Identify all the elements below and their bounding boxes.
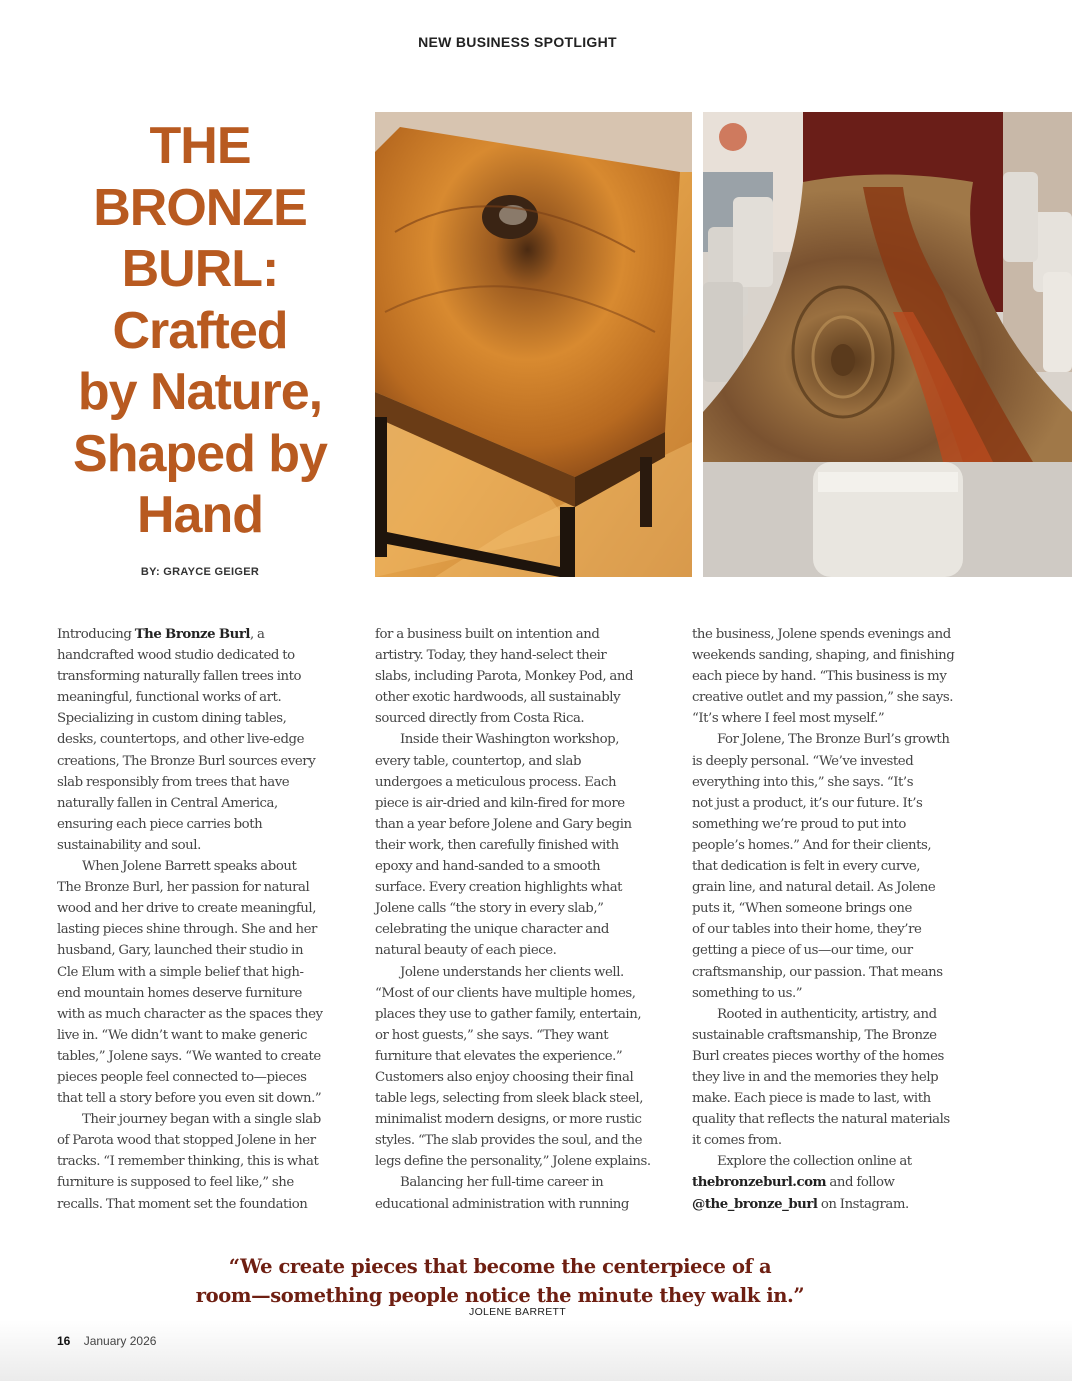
text-line: [375, 983, 675, 1004]
text-run: sustainability and soul.: [57, 837, 201, 853]
article-paragraph: [375, 1172, 675, 1214]
text-run: , a: [250, 627, 265, 642]
text-run: furniture is supposed to feel like,” she: [57, 1175, 294, 1191]
text-run: “It’s where I feel most myself.”: [692, 711, 885, 727]
text-run: with as much character as the spaces they: [57, 1006, 323, 1022]
pull-quote-line: room—something people notice the minute they walk in.”: [195, 1284, 805, 1307]
text-run: sustainable craftsmanship, The Bronze: [692, 1027, 937, 1043]
text-line: [57, 793, 357, 814]
text-run: For Jolene, The Bronze Burl’s growth: [717, 732, 950, 748]
text-run: of Parota wood that stopped Jolene in her: [57, 1133, 316, 1149]
text-run: than a year before Jolene and Gary begin: [375, 816, 632, 832]
text-run: people’s homes.” And for their clients,: [692, 837, 932, 853]
text-line: [692, 624, 992, 645]
page-footer: [57, 1334, 156, 1348]
text-line: [375, 1004, 675, 1025]
dining-table-image: [703, 112, 1072, 577]
text-run: or host guests,” she says. “They want: [375, 1027, 609, 1043]
article-paragraph: [692, 1151, 992, 1214]
instagram-handle[interactable]: @the_bronze_burl: [692, 1196, 818, 1212]
text-run: Cle Elum with a simple belief that high-: [57, 964, 304, 980]
text-line: [57, 729, 357, 750]
text-line: [57, 1088, 357, 1109]
text-run: each piece by hand. “This business is my: [692, 669, 947, 685]
text-run: legs define the personality,” Jolene explains.: [375, 1154, 651, 1170]
text-line: [57, 666, 357, 687]
text-line: [692, 1130, 992, 1151]
text-run: piece is air-dried and kiln-fired for more: [375, 795, 625, 811]
text-run: that tell a story before you even sit down.”: [57, 1091, 322, 1107]
text-line: [57, 687, 357, 708]
live-edge-table-image: [375, 112, 692, 577]
text-line: [692, 856, 992, 877]
text-run: their work, then carefully finished with: [375, 837, 619, 853]
text-run: epoxy and hand-sanded to a smooth: [375, 859, 601, 875]
text-line: [692, 1025, 992, 1046]
text-run: every table, countertop, and slab: [375, 753, 582, 769]
text-run: grain line, and natural detail. As Jolene: [692, 880, 936, 896]
text-line: [692, 1004, 992, 1025]
text-line: [375, 877, 675, 898]
text-line: [375, 666, 675, 687]
text-line: [692, 708, 992, 729]
headline-line: by Nature,: [77, 363, 323, 421]
text-run: it comes from.: [692, 1133, 782, 1149]
text-run: Rooted in authenticity, artistry, and: [717, 1006, 937, 1022]
text-line: [375, 1151, 675, 1172]
text-run: natural beauty of each piece.: [375, 943, 557, 959]
dining-table-epoxy-photo: [703, 112, 1072, 577]
text-run: The Bronze Burl, her passion for natural: [57, 880, 310, 896]
text-run: for a business built on intention and: [375, 627, 600, 642]
text-line: [692, 940, 992, 961]
text-run: wood and her drive to create meaningful,: [57, 901, 316, 917]
text-run: artistry. Today, they hand-select their: [375, 648, 607, 664]
page-number: 16: [57, 1334, 71, 1348]
text-line: [57, 751, 357, 772]
issue-date: January 2026: [83, 1334, 157, 1348]
text-line: [57, 772, 357, 793]
text-line: [692, 1046, 992, 1067]
text-run: pieces people feel connected to—pieces: [57, 1069, 307, 1085]
text-line: [375, 1046, 675, 1067]
article-paragraph: [375, 729, 675, 961]
text-line: [375, 1172, 675, 1193]
text-run: educational administration with running: [375, 1196, 629, 1212]
text-line: [375, 1067, 675, 1088]
text-run: sourced directly from Costa Rica.: [375, 711, 585, 727]
headline-line: BRONZE: [93, 178, 307, 237]
text-line: [57, 1172, 357, 1193]
text-line: [692, 1194, 992, 1215]
text-run: Inside their Washington workshop,: [400, 732, 619, 748]
text-line: [57, 898, 357, 919]
headline-line: Shaped by: [73, 424, 327, 483]
pull-quote-attribution: JOLENE BARRETT: [469, 1306, 566, 1318]
headline-line: BURL:: [121, 240, 279, 298]
text-run: weekends sanding, shaping, and finishing: [692, 648, 955, 664]
article-column-1: [57, 624, 357, 1215]
text-run: of our tables into their home, they’re: [692, 922, 922, 938]
section-label: NEW BUSINESS SPOTLIGHT: [418, 34, 617, 50]
headline-line: Hand: [137, 486, 263, 544]
text-line: [375, 1025, 675, 1046]
text-line: [375, 1109, 675, 1130]
text-line: [692, 1067, 992, 1088]
text-line: [57, 940, 357, 961]
text-line: [692, 1109, 992, 1130]
text-run: Explore the collection online at: [717, 1154, 912, 1170]
text-run: slabs, including Parota, Monkey Pod, and: [375, 669, 634, 685]
text-line: [57, 1046, 357, 1067]
text-line: [375, 687, 675, 708]
text-line: [692, 1088, 992, 1109]
article-paragraph: [692, 624, 992, 729]
text-line: [375, 751, 675, 772]
text-line: [57, 624, 357, 645]
text-run: lasting pieces shine through. She and her: [57, 922, 317, 938]
text-run: Specializing in custom dining tables,: [57, 711, 287, 727]
text-run: Their journey began with a single slab: [82, 1112, 321, 1128]
text-line: [375, 729, 675, 750]
text-run: surface. Every creation highlights what: [375, 880, 623, 896]
byline: BY: GRAYCE GEIGER: [140, 566, 260, 578]
text-run: make. Each piece is made to last, with: [692, 1091, 931, 1107]
text-run: transforming naturally fallen trees into: [57, 669, 302, 685]
article-paragraph: [57, 624, 357, 856]
text-line: [57, 708, 357, 729]
text-run: other exotic hardwoods, all sustainably: [375, 690, 621, 706]
article-paragraph: [57, 856, 357, 1109]
text-run: Jolene understands her clients well.: [400, 964, 624, 980]
text-line: [692, 1151, 992, 1172]
text-run: is deeply personal. “We’ve invested: [692, 753, 914, 769]
text-run: Jolene calls “the story in every slab,”: [375, 901, 604, 917]
text-line: [57, 856, 357, 877]
text-line: [692, 877, 992, 898]
text-run: table legs, selecting from sleek black steel,: [375, 1091, 643, 1107]
text-run: creative outlet and my passion,” she says.: [692, 690, 954, 706]
article-headline: [55, 116, 345, 547]
text-line: [375, 1088, 675, 1109]
text-line: [57, 962, 357, 983]
article-paragraph: [692, 729, 992, 1003]
text-run: they live in and the memories they help: [692, 1069, 939, 1085]
text-line: [375, 919, 675, 940]
headline-line: THE: [149, 117, 251, 175]
article-column-3: [692, 624, 992, 1215]
text-line: [692, 729, 992, 750]
text-line: [375, 793, 675, 814]
text-line: [375, 962, 675, 983]
text-line: [375, 708, 675, 729]
text-line: [57, 919, 357, 940]
text-run: Burl creates pieces worthy of the homes: [692, 1048, 944, 1064]
article-paragraph: [57, 1109, 357, 1214]
text-line: [57, 1025, 357, 1046]
pull-quote-line: “We create pieces that become the centerpiece of a: [228, 1255, 772, 1278]
text-run: that dedication is felt in every curve,: [692, 859, 921, 875]
text-line: [692, 835, 992, 856]
text-run: naturally fallen in Central America,: [57, 795, 278, 811]
text-run: tables,” Jolene says. “We wanted to create: [57, 1048, 321, 1064]
business-name: The Bronze Burl: [134, 627, 250, 642]
text-run: styles. “The slab provides the soul, and the: [375, 1133, 643, 1149]
text-run: desks, countertops, and other live-edge: [57, 732, 305, 748]
text-run: something to us.”: [692, 985, 803, 1001]
text-run: creations, The Bronze Burl sources every: [57, 753, 316, 769]
text-run: getting a piece of us—our time, our: [692, 943, 913, 959]
headline-line: Crafted: [112, 301, 288, 360]
text-line: [57, 645, 357, 666]
text-line: [375, 856, 675, 877]
text-line: [375, 835, 675, 856]
text-run: minimalist modern designs, or more rustic: [375, 1112, 642, 1128]
text-run: everything into this,” she says. “It’s: [692, 774, 914, 790]
text-line: [692, 919, 992, 940]
text-run: quality that reflects the natural materials: [692, 1112, 950, 1128]
text-line: [692, 751, 992, 772]
text-line: [375, 814, 675, 835]
text-line: [375, 772, 675, 793]
text-run: on Instagram.: [817, 1196, 909, 1212]
text-line: [57, 835, 357, 856]
text-run: celebrating the unique character and: [375, 922, 609, 938]
text-run: undergoes a meticulous process. Each: [375, 774, 617, 790]
text-run: Customers also enjoy choosing their final: [375, 1069, 634, 1085]
text-run: live in. “We didn’t want to make generic: [57, 1027, 307, 1043]
website-link[interactable]: thebronzeburl.com: [692, 1175, 827, 1191]
text-run: the business, Jolene spends evenings and: [692, 627, 951, 642]
text-run: craftsmanship, our passion. That means: [692, 964, 943, 980]
text-line: [57, 1004, 357, 1025]
text-run: ensuring each piece carries both: [57, 816, 263, 832]
text-line: [57, 877, 357, 898]
text-line: [692, 772, 992, 793]
text-line: [57, 814, 357, 835]
text-run: end mountain homes deserve furniture: [57, 985, 302, 1001]
text-run: Introducing: [57, 627, 135, 642]
text-line: [57, 1130, 357, 1151]
text-line: [375, 624, 675, 645]
text-run: places they use to gather family, entertain,: [375, 1006, 642, 1022]
text-line: [375, 645, 675, 666]
text-line: [57, 1067, 357, 1088]
text-line: [692, 814, 992, 835]
text-line: [692, 645, 992, 666]
text-run: husband, Gary, launched their studio in: [57, 943, 304, 959]
text-run: recalls. That moment set the foundation: [57, 1196, 308, 1212]
article-paragraph: [692, 1004, 992, 1152]
text-line: [57, 1194, 357, 1215]
text-line: [692, 1172, 992, 1193]
text-run: something we’re proud to put into: [692, 816, 906, 832]
text-line: [375, 1194, 675, 1215]
live-edge-table-photo: [375, 112, 692, 577]
text-line: [375, 898, 675, 919]
text-run: furniture that elevates the experience.”: [375, 1048, 623, 1064]
article-column-2: [375, 624, 675, 1215]
text-run: Balancing her full-time career in: [400, 1175, 604, 1191]
text-line: [57, 1151, 357, 1172]
text-line: [692, 687, 992, 708]
text-run: slab responsibly from trees that have: [57, 774, 290, 790]
text-line: [375, 1130, 675, 1151]
text-run: tracks. “I remember thinking, this is what: [57, 1154, 319, 1170]
text-line: [692, 666, 992, 687]
text-run: meaningful, functional works of art.: [57, 690, 282, 706]
text-line: [692, 983, 992, 1004]
article-paragraph: [375, 962, 675, 1173]
text-run: and follow: [826, 1175, 895, 1191]
text-line: [692, 962, 992, 983]
text-line: [57, 983, 357, 1004]
text-run: “Most of our clients have multiple homes,: [375, 985, 636, 1001]
text-run: puts it, “When someone brings one: [692, 901, 912, 917]
text-run: When Jolene Barrett speaks about: [82, 859, 297, 875]
article-paragraph: [375, 624, 675, 729]
text-line: [692, 898, 992, 919]
text-run: not just a product, it’s our future. It’s: [692, 795, 923, 811]
text-line: [57, 1109, 357, 1130]
pull-quote: [0, 1252, 1000, 1310]
text-run: handcrafted wood studio dedicated to: [57, 648, 295, 664]
text-line: [692, 793, 992, 814]
text-line: [375, 940, 675, 961]
